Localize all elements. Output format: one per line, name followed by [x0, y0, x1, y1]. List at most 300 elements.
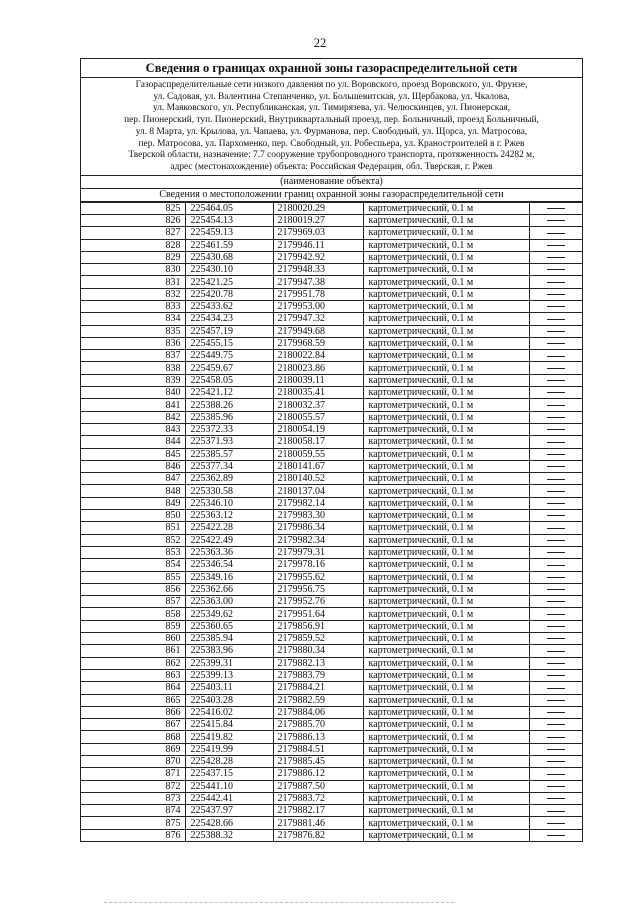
- x-coordinate-cell: 225455.15: [185, 337, 273, 349]
- description-cell: [529, 534, 582, 546]
- description-cell: [529, 411, 582, 423]
- dash-mark: [547, 540, 565, 541]
- description-cell: [529, 436, 582, 448]
- x-coordinate-cell: 225346.54: [185, 559, 273, 571]
- x-coordinate-cell: 225388.26: [185, 399, 273, 411]
- y-coordinate-cell: 2179887.50: [273, 780, 363, 792]
- dash-mark: [547, 282, 565, 283]
- method-cell: картометрический, 0.1 м: [363, 387, 529, 399]
- description-cell: [529, 645, 582, 657]
- x-coordinate-cell: 225349.16: [185, 571, 273, 583]
- description-line: ул. 8 Марта, ул. Крылова, ул. Чапаева, ул. Фурманова, пер. Свободный, ул. Щорса, ул. Матросова,: [135, 126, 528, 137]
- point-number-cell: 855: [81, 571, 185, 583]
- description-cell: [529, 780, 582, 792]
- method-cell: картометрический, 0.1 м: [363, 251, 529, 263]
- y-coordinate-cell: 2179982.14: [273, 497, 363, 509]
- dash-mark: [547, 417, 565, 418]
- point-number-cell: 834: [81, 313, 185, 325]
- point-number-cell: 845: [81, 448, 185, 460]
- dash-mark: [547, 491, 565, 492]
- point-number-cell: 872: [81, 780, 185, 792]
- table-row: [81, 534, 582, 546]
- point-number-cell: 843: [81, 423, 185, 435]
- method-cell: картометрический, 0.1 м: [363, 510, 529, 522]
- method-cell: картометрический, 0.1 м: [363, 399, 529, 411]
- method-cell: картометрический, 0.1 м: [363, 706, 529, 718]
- y-coordinate-cell: 2179951.64: [273, 608, 363, 620]
- description-cell: [529, 399, 582, 411]
- x-coordinate-cell: 225458.05: [185, 374, 273, 386]
- description-cell: [529, 350, 582, 362]
- method-cell: картометрический, 0.1 м: [363, 620, 529, 632]
- point-number-cell: 851: [81, 522, 185, 534]
- y-coordinate-cell: 2179949.68: [273, 325, 363, 337]
- dash-mark: [547, 220, 565, 221]
- table-row: [81, 214, 582, 226]
- x-coordinate-cell: 225419.99: [185, 743, 273, 755]
- dash-mark: [547, 638, 565, 639]
- description-line: пер. Пионерский, туп. Пионерский, Внутриквартальный проезд, пер. Больничный, проезд Больничный,: [124, 115, 539, 126]
- x-coordinate-cell: 225437.97: [185, 805, 273, 817]
- table-row: [81, 473, 582, 485]
- y-coordinate-cell: 2179953.00: [273, 301, 363, 313]
- dash-mark: [547, 565, 565, 566]
- x-coordinate-cell: 225385.57: [185, 448, 273, 460]
- dash-mark: [547, 356, 565, 357]
- x-coordinate-cell: 225362.89: [185, 473, 273, 485]
- point-number-cell: 850: [81, 510, 185, 522]
- description-cell: [529, 682, 582, 694]
- location-header: Сведения о местоположении границ охранной зоны газораспределительной сети: [81, 189, 582, 202]
- dash-mark: [547, 343, 565, 344]
- method-cell: картометрический, 0.1 м: [363, 829, 529, 841]
- x-coordinate-cell: 225385.96: [185, 411, 273, 423]
- method-cell: картометрический, 0.1 м: [363, 657, 529, 669]
- description-cell: [529, 657, 582, 669]
- table-row: [81, 399, 582, 411]
- method-cell: картометрический, 0.1 м: [363, 571, 529, 583]
- dash-mark: [547, 405, 565, 406]
- table-row: [81, 276, 582, 288]
- description-cell: [529, 362, 582, 374]
- table-row: [81, 460, 582, 472]
- point-number-cell: 857: [81, 596, 185, 608]
- table-row: [81, 325, 582, 337]
- table-row: [81, 559, 582, 571]
- y-coordinate-cell: 2179951.78: [273, 288, 363, 300]
- point-number-cell: 828: [81, 239, 185, 251]
- table-row: [81, 719, 582, 731]
- dash-mark: [547, 552, 565, 553]
- table-row: [81, 374, 582, 386]
- point-number-cell: 868: [81, 731, 185, 743]
- table-row: [81, 596, 582, 608]
- method-cell: картометрический, 0.1 м: [363, 768, 529, 780]
- x-coordinate-cell: 225346.10: [185, 497, 273, 509]
- dash-mark: [547, 737, 565, 738]
- table-row: [81, 436, 582, 448]
- dash-mark: [547, 479, 565, 480]
- object-caption: (наименование объекта): [81, 176, 582, 189]
- x-coordinate-cell: 225464.05: [185, 202, 273, 214]
- dash-mark: [547, 257, 565, 258]
- method-cell: картометрический, 0.1 м: [363, 460, 529, 472]
- x-coordinate-cell: 225437.15: [185, 768, 273, 780]
- x-coordinate-cell: 225441.10: [185, 780, 273, 792]
- table-row: [81, 829, 582, 841]
- method-cell: картометрический, 0.1 м: [363, 423, 529, 435]
- description-cell: [529, 301, 582, 313]
- description-cell: [529, 620, 582, 632]
- method-cell: картометрический, 0.1 м: [363, 362, 529, 374]
- y-coordinate-cell: 2179979.31: [273, 546, 363, 558]
- description-cell: [529, 227, 582, 239]
- description-cell: [529, 817, 582, 829]
- point-number-cell: 852: [81, 534, 185, 546]
- dash-mark: [547, 835, 565, 836]
- point-number-cell: 873: [81, 792, 185, 804]
- table-row: [81, 362, 582, 374]
- method-cell: картометрический, 0.1 м: [363, 411, 529, 423]
- point-number-cell: 865: [81, 694, 185, 706]
- dash-mark: [547, 823, 565, 824]
- y-coordinate-cell: 2179885.70: [273, 719, 363, 731]
- description-cell: [529, 522, 582, 534]
- dash-mark: [547, 392, 565, 393]
- y-coordinate-cell: 2180059.55: [273, 448, 363, 460]
- x-coordinate-cell: 225442.41: [185, 792, 273, 804]
- description-cell: [529, 448, 582, 460]
- y-coordinate-cell: 2180019.27: [273, 214, 363, 226]
- point-number-cell: 862: [81, 657, 185, 669]
- method-cell: картометрический, 0.1 м: [363, 669, 529, 681]
- x-coordinate-cell: 225421.12: [185, 387, 273, 399]
- point-number-cell: 866: [81, 706, 185, 718]
- x-coordinate-cell: 225363.36: [185, 546, 273, 558]
- method-cell: картометрический, 0.1 м: [363, 755, 529, 767]
- description-line: адрес (местонахождение) объекта: Российская Федерация, обл. Тверская, г. Ржев: [170, 161, 493, 172]
- point-number-cell: 831: [81, 276, 185, 288]
- table-row: [81, 251, 582, 263]
- description-cell: [529, 731, 582, 743]
- method-cell: картометрический, 0.1 м: [363, 227, 529, 239]
- dash-mark: [547, 761, 565, 762]
- x-coordinate-cell: 225371.93: [185, 436, 273, 448]
- method-cell: картометрический, 0.1 м: [363, 202, 529, 214]
- description-cell: [529, 313, 582, 325]
- dash-mark: [547, 233, 565, 234]
- x-coordinate-cell: 225428.28: [185, 755, 273, 767]
- point-number-cell: 841: [81, 399, 185, 411]
- point-number-cell: 838: [81, 362, 185, 374]
- point-number-cell: 829: [81, 251, 185, 263]
- point-number-cell: 854: [81, 559, 185, 571]
- description-cell: [529, 374, 582, 386]
- table-row: [81, 620, 582, 632]
- x-coordinate-cell: 225449.75: [185, 350, 273, 362]
- table-row: [81, 337, 582, 349]
- description-cell: [529, 325, 582, 337]
- dash-mark: [547, 368, 565, 369]
- x-coordinate-cell: 225330.58: [185, 485, 273, 497]
- method-cell: картометрический, 0.1 м: [363, 534, 529, 546]
- dash-mark: [547, 712, 565, 713]
- method-cell: картометрический, 0.1 м: [363, 325, 529, 337]
- y-coordinate-cell: 2180058.17: [273, 436, 363, 448]
- y-coordinate-cell: 2179978.16: [273, 559, 363, 571]
- y-coordinate-cell: 2179876.82: [273, 829, 363, 841]
- method-cell: картометрический, 0.1 м: [363, 559, 529, 571]
- table-row: [81, 288, 582, 300]
- description-cell: [529, 633, 582, 645]
- x-coordinate-cell: 225430.10: [185, 264, 273, 276]
- x-coordinate-cell: 225399.13: [185, 669, 273, 681]
- x-coordinate-cell: 225461.59: [185, 239, 273, 251]
- description-cell: [529, 214, 582, 226]
- point-number-cell: 867: [81, 719, 185, 731]
- table-row: [81, 645, 582, 657]
- dash-mark: [547, 724, 565, 725]
- y-coordinate-cell: 2180140.52: [273, 473, 363, 485]
- method-cell: картометрический, 0.1 м: [363, 436, 529, 448]
- table-row: [81, 669, 582, 681]
- x-coordinate-cell: 225388.32: [185, 829, 273, 841]
- y-coordinate-cell: 2179982.34: [273, 534, 363, 546]
- point-number-cell: 848: [81, 485, 185, 497]
- y-coordinate-cell: 2180020.29: [273, 202, 363, 214]
- point-number-cell: 870: [81, 755, 185, 767]
- dash-mark: [547, 269, 565, 270]
- coordinates-table-body: [81, 202, 582, 841]
- point-number-cell: 835: [81, 325, 185, 337]
- table-row: [81, 264, 582, 276]
- description-cell: [529, 608, 582, 620]
- point-number-cell: 840: [81, 387, 185, 399]
- description-cell: [529, 473, 582, 485]
- method-cell: картометрический, 0.1 м: [363, 731, 529, 743]
- dash-mark: [547, 614, 565, 615]
- y-coordinate-cell: 2179952.76: [273, 596, 363, 608]
- x-coordinate-cell: 225434.23: [185, 313, 273, 325]
- description-cell: [529, 559, 582, 571]
- y-coordinate-cell: 2180137.04: [273, 485, 363, 497]
- y-coordinate-cell: 2179956.75: [273, 583, 363, 595]
- y-coordinate-cell: 2180141.67: [273, 460, 363, 472]
- dash-mark: [547, 208, 565, 209]
- point-number-cell: 842: [81, 411, 185, 423]
- point-number-cell: 833: [81, 301, 185, 313]
- method-cell: картометрический, 0.1 м: [363, 497, 529, 509]
- dash-mark: [547, 651, 565, 652]
- description-cell: [529, 497, 582, 509]
- point-number-cell: 825: [81, 202, 185, 214]
- method-cell: картометрический, 0.1 м: [363, 301, 529, 313]
- table-row: [81, 510, 582, 522]
- point-number-cell: 836: [81, 337, 185, 349]
- x-coordinate-cell: 225362.66: [185, 583, 273, 595]
- point-number-cell: 863: [81, 669, 185, 681]
- description-line: ул. Маяковского, ул. Республиканская, ул. Тимирязева, ул. Челюскинцев, ул. Пионерская,: [152, 103, 511, 114]
- table-row: [81, 227, 582, 239]
- method-cell: картометрический, 0.1 м: [363, 682, 529, 694]
- y-coordinate-cell: 2179947.38: [273, 276, 363, 288]
- method-cell: картометрический, 0.1 м: [363, 337, 529, 349]
- y-coordinate-cell: 2179884.21: [273, 682, 363, 694]
- x-coordinate-cell: 225360.65: [185, 620, 273, 632]
- description-cell: [529, 694, 582, 706]
- method-cell: картометрический, 0.1 м: [363, 805, 529, 817]
- table-row: [81, 423, 582, 435]
- dash-mark: [547, 577, 565, 578]
- y-coordinate-cell: 2179955.62: [273, 571, 363, 583]
- y-coordinate-cell: 2180055.57: [273, 411, 363, 423]
- method-cell: картометрический, 0.1 м: [363, 522, 529, 534]
- method-cell: картометрический, 0.1 м: [363, 473, 529, 485]
- method-cell: картометрический, 0.1 м: [363, 645, 529, 657]
- x-coordinate-cell: 225363.00: [185, 596, 273, 608]
- method-cell: картометрический, 0.1 м: [363, 583, 529, 595]
- description-line: пер. Матросова, ул. Пархоменко, пер. Свободный, ул. Робеспьера, ул. Краностроителей в г. Ржев: [138, 138, 525, 149]
- y-coordinate-cell: 2180039.11: [273, 374, 363, 386]
- y-coordinate-cell: 2179883.79: [273, 669, 363, 681]
- x-coordinate-cell: 225422.49: [185, 534, 273, 546]
- y-coordinate-cell: 2179886.12: [273, 768, 363, 780]
- method-cell: картометрический, 0.1 м: [363, 546, 529, 558]
- table-row: [81, 792, 582, 804]
- point-number-cell: 871: [81, 768, 185, 780]
- description-line: Газораспределительные сети низкого давления по ул. Воровского, проезд Воровского, ул. Фрунзе,: [135, 80, 528, 90]
- x-coordinate-cell: 225428.66: [185, 817, 273, 829]
- point-number-cell: 837: [81, 350, 185, 362]
- table-row: [81, 817, 582, 829]
- table-row: [81, 387, 582, 399]
- description-cell: [529, 288, 582, 300]
- dash-mark: [547, 306, 565, 307]
- y-coordinate-cell: 2179969.03: [273, 227, 363, 239]
- dash-mark: [547, 811, 565, 812]
- table-row: [81, 411, 582, 423]
- coordinates-table: [81, 202, 582, 842]
- description-cell: [529, 571, 582, 583]
- dash-mark: [547, 503, 565, 504]
- table-row: [81, 522, 582, 534]
- x-coordinate-cell: 225459.13: [185, 227, 273, 239]
- description-cell: [529, 251, 582, 263]
- description-cell: [529, 706, 582, 718]
- x-coordinate-cell: 225377.34: [185, 460, 273, 472]
- dash-mark: [547, 798, 565, 799]
- point-number-cell: 827: [81, 227, 185, 239]
- dash-mark: [547, 245, 565, 246]
- description-cell: [529, 264, 582, 276]
- description-cell: [529, 669, 582, 681]
- x-coordinate-cell: 225349.62: [185, 608, 273, 620]
- description-cell: [529, 768, 582, 780]
- dash-mark: [547, 294, 565, 295]
- dash-mark: [547, 688, 565, 689]
- document-title: Сведения о границах охранной зоны газораспределительной сети: [81, 59, 582, 78]
- y-coordinate-cell: 2179983.30: [273, 510, 363, 522]
- table-row: [81, 497, 582, 509]
- y-coordinate-cell: 2179947.32: [273, 313, 363, 325]
- point-number-cell: 859: [81, 620, 185, 632]
- y-coordinate-cell: 2179882.59: [273, 694, 363, 706]
- dash-mark: [547, 319, 565, 320]
- point-number-cell: 847: [81, 473, 185, 485]
- dash-mark: [547, 466, 565, 467]
- y-coordinate-cell: 2180022.84: [273, 350, 363, 362]
- dash-mark: [547, 442, 565, 443]
- x-coordinate-cell: 225420.78: [185, 288, 273, 300]
- y-coordinate-cell: 2180023.86: [273, 362, 363, 374]
- y-coordinate-cell: 2179880.34: [273, 645, 363, 657]
- point-number-cell: 875: [81, 817, 185, 829]
- method-cell: картометрический, 0.1 м: [363, 350, 529, 362]
- point-number-cell: 830: [81, 264, 185, 276]
- x-coordinate-cell: 225383.96: [185, 645, 273, 657]
- table-row: [81, 239, 582, 251]
- method-cell: картометрический, 0.1 м: [363, 276, 529, 288]
- x-coordinate-cell: 225403.11: [185, 682, 273, 694]
- method-cell: картометрический, 0.1 м: [363, 694, 529, 706]
- table-row: [81, 694, 582, 706]
- point-number-cell: 874: [81, 805, 185, 817]
- x-coordinate-cell: 225459.67: [185, 362, 273, 374]
- method-cell: картометрический, 0.1 м: [363, 374, 529, 386]
- dash-mark: [547, 675, 565, 676]
- point-number-cell: 832: [81, 288, 185, 300]
- table-row: [81, 682, 582, 694]
- y-coordinate-cell: 2180035.41: [273, 387, 363, 399]
- point-number-cell: 846: [81, 460, 185, 472]
- table-row: [81, 780, 582, 792]
- table-row: [81, 657, 582, 669]
- table-row: [81, 743, 582, 755]
- y-coordinate-cell: 2179942.92: [273, 251, 363, 263]
- table-row: [81, 755, 582, 767]
- table-row: [81, 608, 582, 620]
- x-coordinate-cell: 225457.19: [185, 325, 273, 337]
- y-coordinate-cell: 2179884.51: [273, 743, 363, 755]
- method-cell: картометрический, 0.1 м: [363, 817, 529, 829]
- description-cell: [529, 596, 582, 608]
- method-cell: картометрический, 0.1 м: [363, 239, 529, 251]
- description-cell: [529, 485, 582, 497]
- method-cell: картометрический, 0.1 м: [363, 288, 529, 300]
- dash-mark: [547, 774, 565, 775]
- y-coordinate-cell: 2179882.17: [273, 805, 363, 817]
- point-number-cell: 856: [81, 583, 185, 595]
- table-row: [81, 202, 582, 214]
- description-cell: [529, 792, 582, 804]
- table-row: [81, 583, 582, 595]
- dash-mark: [547, 454, 565, 455]
- method-cell: картометрический, 0.1 м: [363, 313, 529, 325]
- y-coordinate-cell: 2180054.19: [273, 423, 363, 435]
- table-row: [81, 706, 582, 718]
- method-cell: картометрический, 0.1 м: [363, 214, 529, 226]
- x-coordinate-cell: 225419.82: [185, 731, 273, 743]
- point-number-cell: 839: [81, 374, 185, 386]
- y-coordinate-cell: 2179881.46: [273, 817, 363, 829]
- y-coordinate-cell: 2179884.06: [273, 706, 363, 718]
- dash-mark: [547, 515, 565, 516]
- description-cell: [529, 387, 582, 399]
- x-coordinate-cell: 225422.28: [185, 522, 273, 534]
- point-number-cell: 826: [81, 214, 185, 226]
- description-cell: [529, 719, 582, 731]
- x-coordinate-cell: 225399.31: [185, 657, 273, 669]
